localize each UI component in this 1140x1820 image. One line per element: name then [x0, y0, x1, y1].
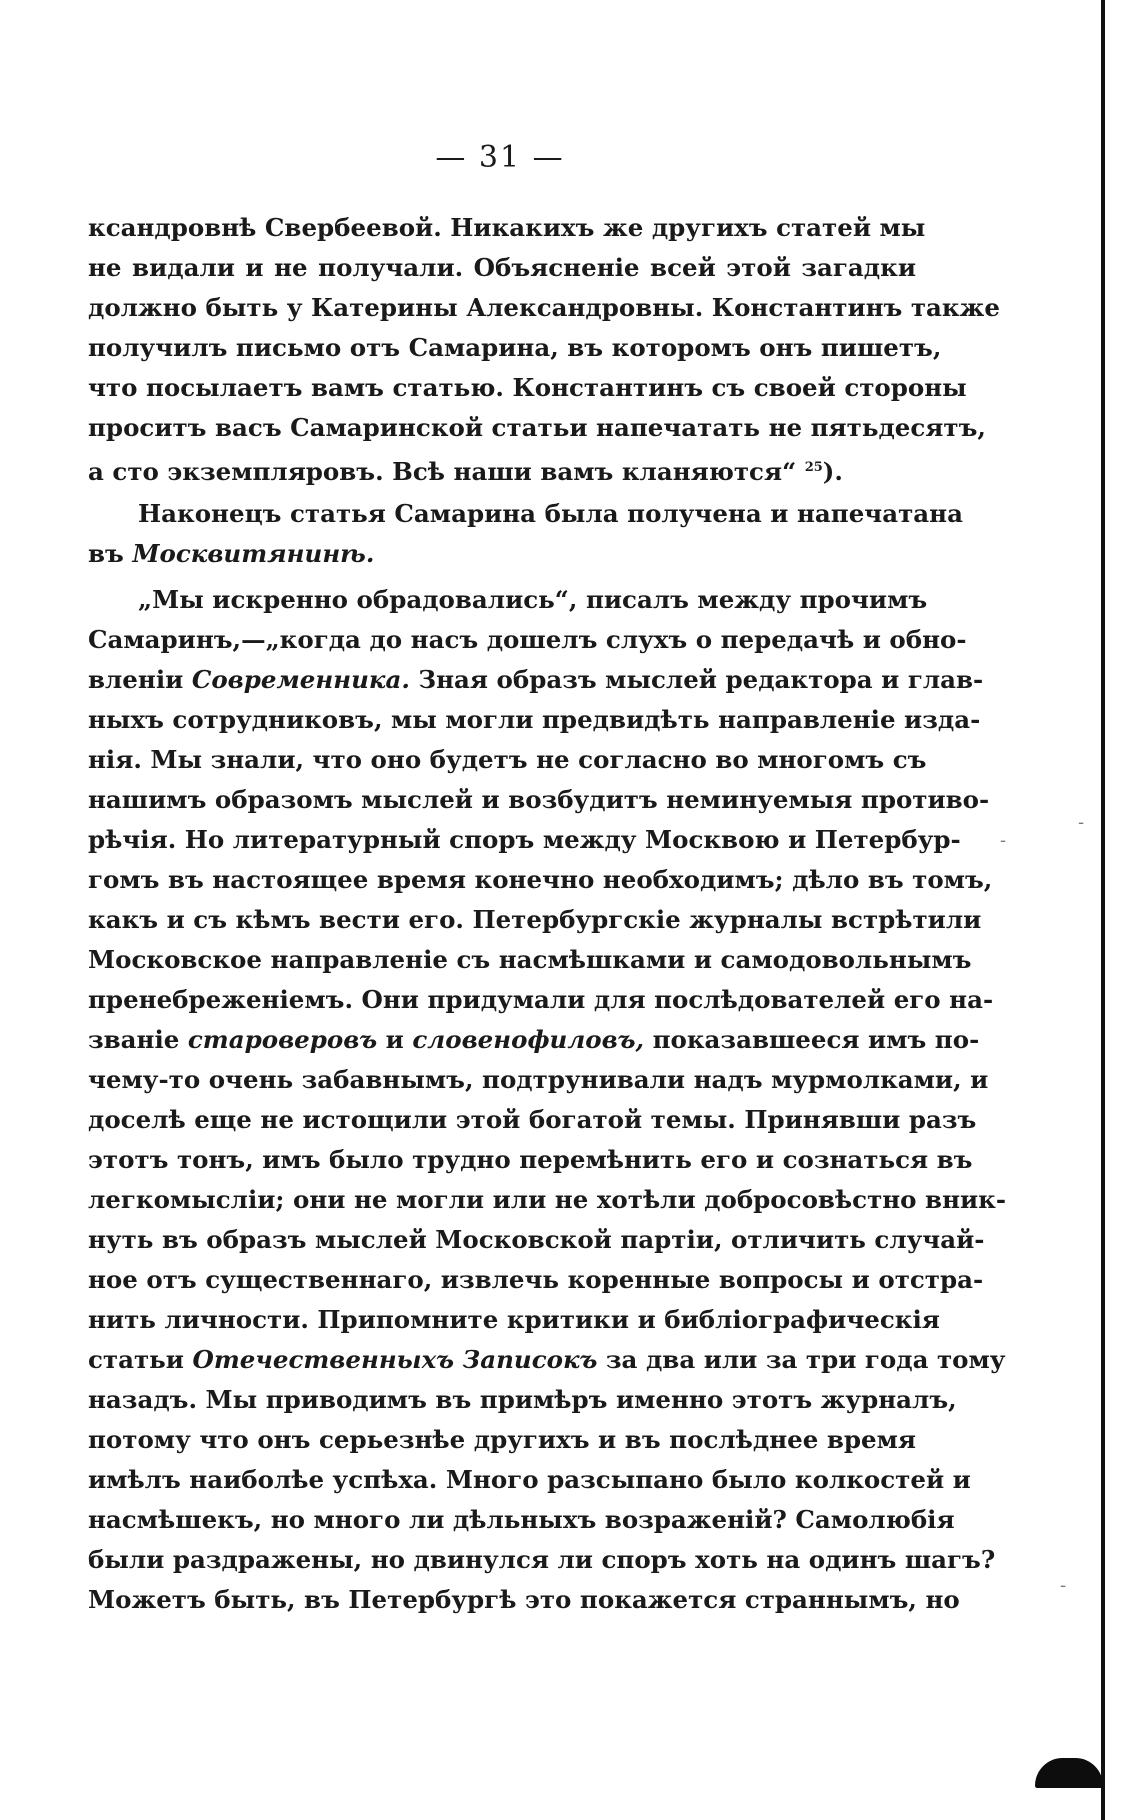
- italic-title: Современника.: [191, 665, 410, 694]
- text-line: не видали и не получали. Объясненіе всей этой загадки: [88, 253, 916, 282]
- text-line: пренебреженіемъ. Они придумали для послѣдователей его на-: [88, 985, 994, 1014]
- text-segment: и: [377, 1025, 413, 1054]
- text-line: нія. Мы знали, что оно будетъ не согласно во многомъ съ: [88, 745, 927, 774]
- italic-term: словенофиловъ,: [412, 1025, 645, 1054]
- text-line: ныхъ сотрудниковъ, мы могли предвидѣть направленіе изда-: [88, 705, 981, 734]
- text-segment: вленіи: [88, 665, 192, 694]
- text-line: должно быть у Катерины Александровны. Константинъ также: [88, 293, 1000, 322]
- text-segment: показавшееся имъ по-: [644, 1025, 980, 1054]
- text-line: Наконецъ статья Самарина была получена и напечатана: [138, 499, 963, 528]
- text-line: какъ и съ кѣмъ вести его. Петербургскіе журналы встрѣтили: [88, 905, 982, 934]
- text-line: потому что онъ серьезнѣе другихъ и въ послѣднее время: [88, 1425, 916, 1454]
- text-line: легкомысліи; они не могли или не хотѣли добросовѣстно вник-: [88, 1185, 1007, 1214]
- text-line: нить личности. Припомните критики и библіографическія: [88, 1305, 940, 1334]
- text-line: Московское направленіе съ насмѣшками и самодовольнымъ: [88, 945, 972, 974]
- text-line: [88, 1340, 1006, 1380]
- margin-mark: -: [1060, 1575, 1067, 1596]
- text-line: нашимъ образомъ мыслей и возбудитъ неминуемыя противо-: [88, 785, 990, 814]
- text-line: [88, 1020, 980, 1060]
- text-line: нуть въ образъ мыслей Московской партіи, отличить случай-: [88, 1225, 985, 1254]
- ink-blot: [1035, 1758, 1103, 1788]
- margin-mark: -: [1000, 830, 1007, 851]
- text-line: назадъ. Мы приводимъ въ примѣръ именно этотъ журналъ,: [88, 1385, 957, 1414]
- text-segment: за два или за три года тому: [597, 1345, 1006, 1374]
- text-line: насмѣшекъ, но много ли дѣльныхъ возраженій? Самолюбія: [88, 1505, 955, 1534]
- italic-title: Москвитянинѣ.: [132, 539, 375, 568]
- text-line: „Мы искренно обрадовались“, писалъ между прочимъ: [138, 585, 928, 614]
- text-line: [88, 448, 916, 488]
- text-segment: въ: [88, 539, 133, 568]
- text-line: Можетъ быть, въ Петербургѣ это покажется страннымъ, но: [88, 1585, 960, 1614]
- text-line: гомъ въ настоящее время конечно необходимъ; дѣло въ томъ,: [88, 865, 993, 894]
- text-line: рѣчія. Но литературный споръ между Москвою и Петербур-: [88, 825, 961, 854]
- margin-mark: -: [1078, 812, 1085, 833]
- body-text: [88, 208, 1007, 1620]
- text-segment: званіе: [88, 1025, 188, 1054]
- page-edge-line: [1101, 0, 1105, 1820]
- page-number: — 31 —: [435, 140, 565, 175]
- text-line: [88, 660, 984, 700]
- text-segment: ).: [822, 457, 843, 487]
- text-segment: статьи: [88, 1345, 193, 1374]
- text-line: чему-то очень забавнымъ, подтрунивали надъ мурмолками, и: [88, 1065, 989, 1094]
- text-line: ное отъ существеннаго, извлечь коренные вопросы и отстра-: [88, 1265, 984, 1294]
- text-segment: Зная образъ мыслей редактора и глав-: [409, 665, 984, 694]
- text-line: проситъ васъ Самаринской статьи напечатать не пятьдесятъ,: [88, 413, 986, 442]
- text-line: получилъ письмо отъ Самарина, въ которомъ онъ пишетъ,: [88, 333, 942, 362]
- text-line: Самаринъ,—„когда до насъ дошелъ слухъ о передачѣ и обно-: [88, 625, 967, 654]
- footnote-marker: 25: [804, 460, 823, 475]
- text-line: доселѣ еще не истощили этой богатой темы. Принявши разъ: [88, 1105, 977, 1134]
- text-line: что посылаетъ вамъ статью. Константинъ съ своей стороны: [88, 373, 967, 402]
- text-line: этотъ тонъ, имъ было трудно перемѣнить его и сознаться въ: [88, 1145, 973, 1174]
- italic-term: староверовъ: [187, 1025, 378, 1054]
- text-line: ксандровнѣ Свербеевой. Никакихъ же другихъ статей мы: [88, 213, 926, 242]
- text-line: были раздражены, но двинулся ли споръ хоть на одинъ шагъ?: [88, 1545, 996, 1574]
- text-segment: а сто экземпляровъ. Всѣ наши вамъ кланяются“: [88, 457, 805, 487]
- text-line: [88, 534, 916, 574]
- text-line: имѣлъ наиболѣе успѣха. Много разсыпано было колкостей и: [88, 1465, 971, 1494]
- italic-title: Отечественныхъ Записокъ: [192, 1345, 598, 1374]
